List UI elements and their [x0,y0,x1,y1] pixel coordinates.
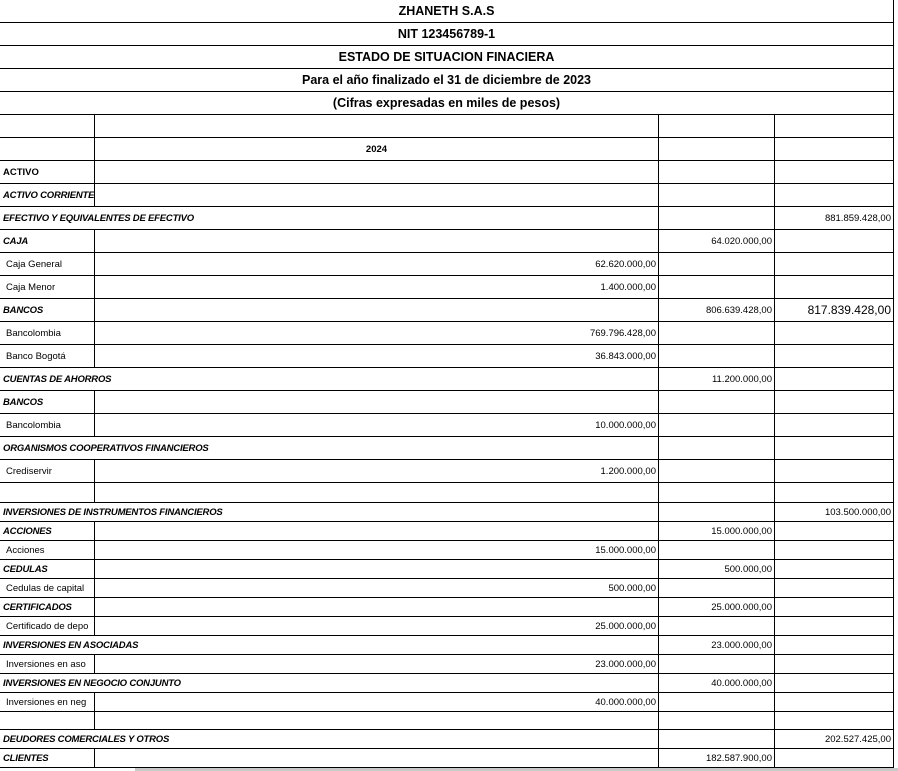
cell[interactable] [94,115,658,137]
amount-detail[interactable] [94,161,658,183]
company-name[interactable]: ZHANETH S.A.S [0,0,893,23]
amount-subtotal[interactable]: 182.587.900,00 [658,749,774,767]
table-row [0,345,893,368]
table-row [0,617,893,636]
amount-total[interactable] [774,674,893,692]
amount-subtotal[interactable] [658,184,774,206]
amount-total[interactable] [774,414,893,436]
cell[interactable] [658,115,774,137]
amount-total[interactable] [774,655,893,673]
amount-detail[interactable] [94,483,658,502]
amount-total[interactable] [774,693,893,711]
amount-subtotal[interactable] [658,391,774,413]
table-row [0,749,893,768]
amount-detail[interactable] [94,522,658,540]
table-row [0,579,893,598]
table-row [0,161,893,184]
amount-detail[interactable]: 62.620.000,00 [94,253,658,275]
account-label[interactable]: Caja General [6,258,62,270]
year-header-row [0,138,893,161]
table-row [0,560,893,579]
table-row [0,541,893,560]
amount-subtotal[interactable] [658,712,774,729]
amount-total[interactable]: 881.859.428,00 [774,207,893,229]
account-label[interactable]: EFECTIVO Y EQUIVALENTES DE EFECTIVO [3,212,194,224]
account-label[interactable]: CEDULAS [3,563,48,575]
table-row [0,414,893,437]
account-label[interactable]: ACTIVO [3,166,39,178]
amount-subtotal[interactable]: 500.000,00 [658,560,774,578]
account-label[interactable]: ACTIVO CORRIENTE [3,189,94,201]
amount-subtotal[interactable]: 806.639.428,00 [658,299,774,321]
table-row [0,437,893,460]
account-label[interactable]: Inversiones en aso [6,658,86,670]
amount-detail[interactable]: 1.400.000,00 [94,276,658,298]
table-row [0,184,893,207]
account-label[interactable]: CLIENTES [3,752,49,764]
account-label[interactable]: Caja Menor [6,281,56,293]
amount-total[interactable]: 103.500.000,00 [774,503,893,521]
amount-total[interactable] [774,712,893,729]
amount-total[interactable] [774,276,893,298]
amount-subtotal[interactable] [658,276,774,298]
amount-detail[interactable]: 23.000.000,00 [94,655,658,673]
amount-subtotal[interactable] [658,414,774,436]
account-label[interactable]: Banco Bogotá [6,350,66,362]
account-label[interactable]: INVERSIONES EN ASOCIADAS [3,639,139,651]
amount-subtotal[interactable]: 11.200.000,00 [658,368,774,390]
account-label[interactable]: Bancolombia [6,419,61,431]
table-row [0,460,893,483]
table-row [0,503,893,522]
statement-units[interactable]: (Cifras expresadas en miles de pesos) [0,92,893,115]
amount-subtotal[interactable] [658,253,774,275]
account-label[interactable]: CERTIFICADOS [3,601,72,613]
amount-detail[interactable] [94,184,658,206]
table-row [0,368,893,391]
amount-subtotal[interactable]: 64.020.000,00 [658,230,774,252]
blank-row [0,115,893,138]
account-label[interactable] [0,712,94,729]
amount-total[interactable] [774,345,893,367]
table-row [0,712,893,730]
amount-subtotal[interactable]: 15.000.000,00 [658,522,774,540]
table-row [0,693,893,712]
account-label[interactable]: Cedulas de capital [6,582,85,594]
account-label[interactable]: Crediservir [6,465,52,477]
account-label[interactable]: ACCIONES [3,525,52,537]
amount-total[interactable] [774,184,893,206]
amount-detail[interactable] [94,299,658,321]
table-row [0,391,893,414]
amount-total[interactable]: 817.839.428,00 [774,299,893,321]
table-row [0,730,893,749]
amount-subtotal[interactable] [658,322,774,344]
amount-total[interactable] [774,598,893,616]
amount-detail[interactable] [94,598,658,616]
statement-title[interactable]: ESTADO DE SITUACION FINACIERA [0,46,893,69]
amount-total[interactable] [774,161,893,183]
amount-subtotal[interactable]: 23.000.000,00 [658,636,774,654]
amount-detail[interactable]: 500.000,00 [94,579,658,597]
amount-total[interactable] [774,560,893,578]
amount-subtotal[interactable] [658,617,774,635]
amount-total[interactable]: 202.527.425,00 [774,730,893,748]
company-nit[interactable]: NIT 123456789-1 [0,23,893,46]
account-label[interactable]: INVERSIONES EN NEGOCIO CONJUNTO [3,677,181,689]
table-row [0,522,893,541]
account-label[interactable]: INVERSIONES DE INSTRUMENTOS FINANCIEROS [3,506,223,518]
amount-total[interactable] [774,483,893,502]
year-label[interactable]: 2024 [94,138,658,160]
cell[interactable] [0,138,94,160]
amount-detail[interactable]: 1.200.000,00 [94,460,658,482]
amount-detail[interactable]: 15.000.000,00 [94,541,658,559]
account-label[interactable]: Certificado de depo [6,620,89,632]
cell[interactable] [774,138,893,160]
amount-detail[interactable]: 40.000.000,00 [94,693,658,711]
amount-detail[interactable] [94,560,658,578]
amount-subtotal[interactable] [658,460,774,482]
account-label[interactable]: BANCOS [3,396,43,408]
table-row [0,483,893,503]
amount-detail[interactable]: 769.796.428,00 [94,322,658,344]
amount-subtotal[interactable] [658,730,774,748]
account-label[interactable]: ORGANISMOS COOPERATIVOS FINANCIEROS [3,442,209,454]
account-label[interactable] [0,483,94,502]
amount-total[interactable] [774,253,893,275]
table-row [0,253,893,276]
amount-detail[interactable] [94,712,658,729]
amount-total[interactable] [774,391,893,413]
amount-detail[interactable] [94,230,658,252]
cell[interactable] [658,138,774,160]
account-label[interactable]: Inversiones en neg [6,696,87,708]
amount-detail[interactable] [94,391,658,413]
account-label[interactable]: Acciones [6,544,45,556]
table-row [0,674,893,693]
amount-total[interactable] [774,541,893,559]
amount-detail[interactable]: 25.000.000,00 [94,617,658,635]
account-label[interactable]: CAJA [3,235,29,247]
table-row [0,276,893,299]
amount-detail[interactable] [94,749,658,767]
account-label[interactable]: CUENTAS DE AHORROS [3,373,112,385]
amount-total[interactable] [774,522,893,540]
amount-subtotal[interactable] [658,655,774,673]
amount-subtotal[interactable] [658,579,774,597]
table-row [0,598,893,617]
amount-total[interactable] [774,617,893,635]
amount-total[interactable] [774,230,893,252]
amount-subtotal[interactable]: 25.000.000,00 [658,598,774,616]
amount-subtotal[interactable] [658,483,774,502]
cell[interactable] [774,115,893,137]
amount-detail[interactable]: 36.843.000,00 [94,345,658,367]
statement-period[interactable]: Para el año finalizado el 31 de diciembre de 2023 [0,69,893,92]
sheet-border [893,0,894,771]
account-label[interactable]: BANCOS [3,304,43,316]
table-row [0,299,893,322]
account-label[interactable]: DEUDORES COMERCIALES Y OTROS [3,733,170,745]
amount-total[interactable] [774,322,893,344]
amount-subtotal[interactable] [658,503,774,521]
amount-subtotal[interactable]: 40.000.000,00 [658,674,774,692]
amount-subtotal[interactable] [658,437,774,459]
table-row [0,207,893,230]
table-row [0,655,893,674]
amount-subtotal[interactable] [658,541,774,559]
amount-subtotal[interactable] [658,693,774,711]
table-row [0,230,893,253]
amount-detail[interactable]: 10.000.000,00 [94,414,658,436]
amount-total[interactable] [774,749,893,767]
cell[interactable] [0,115,94,137]
amount-subtotal[interactable] [658,161,774,183]
amount-total[interactable] [774,460,893,482]
amount-total[interactable] [774,579,893,597]
table-row [0,322,893,345]
amount-total[interactable] [774,636,893,654]
amount-total[interactable] [774,368,893,390]
amount-subtotal[interactable] [658,345,774,367]
amount-total[interactable] [774,437,893,459]
table-row [0,636,893,655]
amount-subtotal[interactable] [658,207,774,229]
account-label[interactable]: Bancolombia [6,327,61,339]
